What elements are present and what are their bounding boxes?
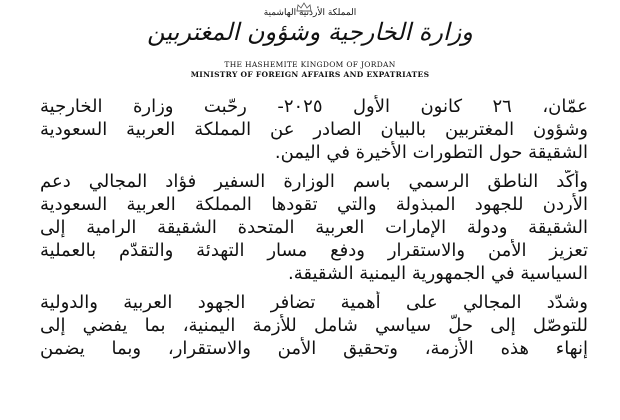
- ministry-name-arabic: وزارة الخارجية وشؤون المغتربين: [147, 18, 473, 46]
- letterhead: [0, 0, 620, 88]
- text-line: وشؤون المغتربين بالبيان الصادر عن المملكة العربية السعودية: [40, 119, 588, 140]
- text-line: إنهاء هذه الأزمة، وتحقيق الأمن والاستقرار، وبما يضمن: [40, 338, 588, 359]
- paragraph-1: [40, 95, 588, 164]
- text-line: وشدّد المجالي على أهمية تضافر الجهود العربية والدولية: [40, 292, 588, 313]
- text-line: الأردن للجهود المبذولة والتي تقودها المملكة العربية السعودية: [40, 194, 588, 215]
- press-statement-body: [40, 95, 588, 366]
- text-line: تعزيز الأمن والاستقرار ودفع مسار التهدئة والتقدّم بالعملية: [40, 240, 588, 261]
- text-line: للتوصّل إلى حلّ سياسي شامل للأزمة اليمنية، بما يفضي إلى: [40, 315, 588, 336]
- ministry-name-english: MINISTRY OF FOREIGN AFFAIRS AND EXPATRIATES: [190, 70, 430, 79]
- text-line: عمّان، ٢٦ كانون الأول ٢٠٢٥- رحّبت وزارة الخارجية: [40, 96, 588, 117]
- text-line: الشقيقة ودولة الإمارات العربية المتحدة الشقيقة الرامية إلى: [40, 217, 588, 238]
- kingdom-name-arabic: المملكة الأردنية الهاشمية: [263, 8, 357, 18]
- text-line: وأكّد الناطق الرسمي باسم الوزارة السفير فؤاد المجالي دعم: [40, 171, 588, 192]
- paragraph-3: [40, 291, 588, 360]
- text-line: السياسية في الجمهورية اليمنية الشقيقة.: [288, 263, 588, 284]
- text-line: الشقيقة حول التطورات الأخيرة في اليمن.: [274, 142, 588, 163]
- paragraph-2: [40, 170, 588, 285]
- kingdom-name-english: THE HASHEMITE KINGDOM OF JORDAN: [224, 60, 396, 69]
